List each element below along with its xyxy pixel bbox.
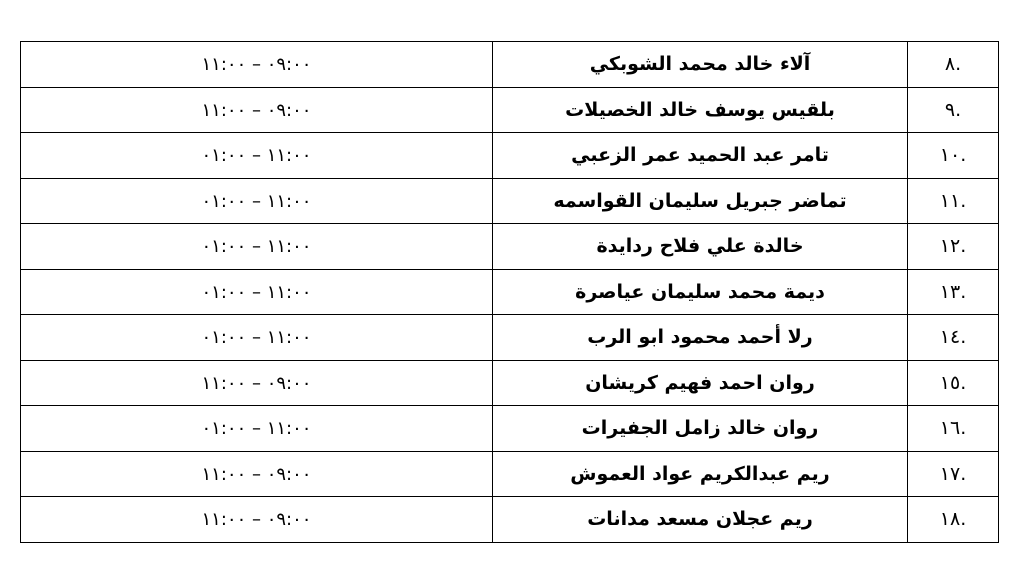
- table-row: [21, 87, 999, 133]
- row-number: .١١: [939, 189, 967, 212]
- student-name-cell: [493, 269, 908, 315]
- time-slot: ٠٩:٠٠ – ١١:٠٠: [201, 509, 312, 531]
- student-name-cell: [493, 315, 908, 361]
- student-name: رلا أحمد محمود ابو الرب: [587, 326, 813, 349]
- time-slot: ١١:٠٠ – ٠١:٠٠: [201, 145, 312, 167]
- row-number: .١٦: [939, 417, 967, 440]
- schedule-table: [20, 41, 999, 543]
- row-number: .١٤: [939, 326, 967, 349]
- student-name-cell: [493, 133, 908, 179]
- row-number: .٩: [944, 98, 962, 121]
- student-name-cell: [493, 497, 908, 543]
- time-slot-cell: [21, 178, 493, 224]
- student-name-cell: [493, 406, 908, 452]
- student-name: ريم عبدالكريم عواد العموش: [570, 462, 830, 485]
- row-number-cell: [908, 497, 999, 543]
- student-name: خالدة علي فلاح ردايدة: [596, 235, 804, 258]
- time-slot-cell: [21, 406, 493, 452]
- student-name: ريم عجلان مسعد مدانات: [587, 508, 813, 531]
- row-number: .١٢: [939, 235, 967, 258]
- student-name: تامر عبد الحميد عمر الزعبي: [571, 144, 829, 167]
- time-slot-cell: [21, 269, 493, 315]
- time-slot: ٠٩:٠٠ – ١١:٠٠: [201, 54, 312, 76]
- table-row: [21, 360, 999, 406]
- row-number-cell: [908, 133, 999, 179]
- time-slot: ١١:٠٠ – ٠١:٠٠: [201, 327, 312, 349]
- student-name: روان خالد زامل الجفيرات: [581, 417, 819, 440]
- student-name: ديمة محمد سليمان عياصرة: [575, 280, 825, 303]
- student-name-cell: [493, 224, 908, 270]
- student-name-cell: [493, 178, 908, 224]
- time-slot-cell: [21, 360, 493, 406]
- time-slot: ١١:٠٠ – ٠١:٠٠: [201, 236, 312, 258]
- row-number-cell: [908, 360, 999, 406]
- table-row: [21, 133, 999, 179]
- row-number: .١٠: [939, 144, 967, 167]
- row-number: .٨: [944, 53, 962, 76]
- table-row: [21, 451, 999, 497]
- time-slot-cell: [21, 87, 493, 133]
- time-slot-cell: [21, 42, 493, 88]
- row-number-cell: [908, 315, 999, 361]
- time-slot-cell: [21, 315, 493, 361]
- row-number-cell: [908, 87, 999, 133]
- table-row: [21, 406, 999, 452]
- row-number-cell: [908, 224, 999, 270]
- row-number: .١٥: [939, 371, 967, 394]
- table-row: [21, 315, 999, 361]
- row-number: .١٨: [939, 508, 967, 531]
- time-slot-cell: [21, 451, 493, 497]
- table-row: [21, 497, 999, 543]
- time-slot: ٠٩:٠٠ – ١١:٠٠: [201, 99, 312, 121]
- row-number-cell: [908, 451, 999, 497]
- student-name: بلقيس يوسف خالد الخصيلات: [565, 98, 835, 121]
- student-name: روان احمد فهيم كريشان: [585, 371, 815, 394]
- time-slot: ١١:٠٠ – ٠١:٠٠: [201, 418, 312, 440]
- row-number: .١٣: [939, 280, 967, 303]
- time-slot-cell: [21, 224, 493, 270]
- row-number: .١٧: [939, 462, 967, 485]
- time-slot: ٠٩:٠٠ – ١١:٠٠: [201, 463, 312, 485]
- time-slot: ١١:٠٠ – ٠١:٠٠: [201, 190, 312, 212]
- student-name-cell: [493, 360, 908, 406]
- student-name: آلاء خالد محمد الشوبكي: [589, 53, 811, 76]
- student-name-cell: [493, 451, 908, 497]
- row-number-cell: [908, 406, 999, 452]
- table-row: [21, 269, 999, 315]
- student-name: تماضر جبريل سليمان القواسمه: [553, 189, 847, 212]
- row-number-cell: [908, 178, 999, 224]
- time-slot-cell: [21, 133, 493, 179]
- student-name-cell: [493, 42, 908, 88]
- student-name-cell: [493, 87, 908, 133]
- row-number-cell: [908, 42, 999, 88]
- time-slot: ٠٩:٠٠ – ١١:٠٠: [201, 372, 312, 394]
- time-slot-cell: [21, 497, 493, 543]
- row-number-cell: [908, 269, 999, 315]
- table-row: [21, 178, 999, 224]
- time-slot: ١١:٠٠ – ٠١:٠٠: [201, 281, 312, 303]
- table-row: [21, 42, 999, 88]
- table-row: [21, 224, 999, 270]
